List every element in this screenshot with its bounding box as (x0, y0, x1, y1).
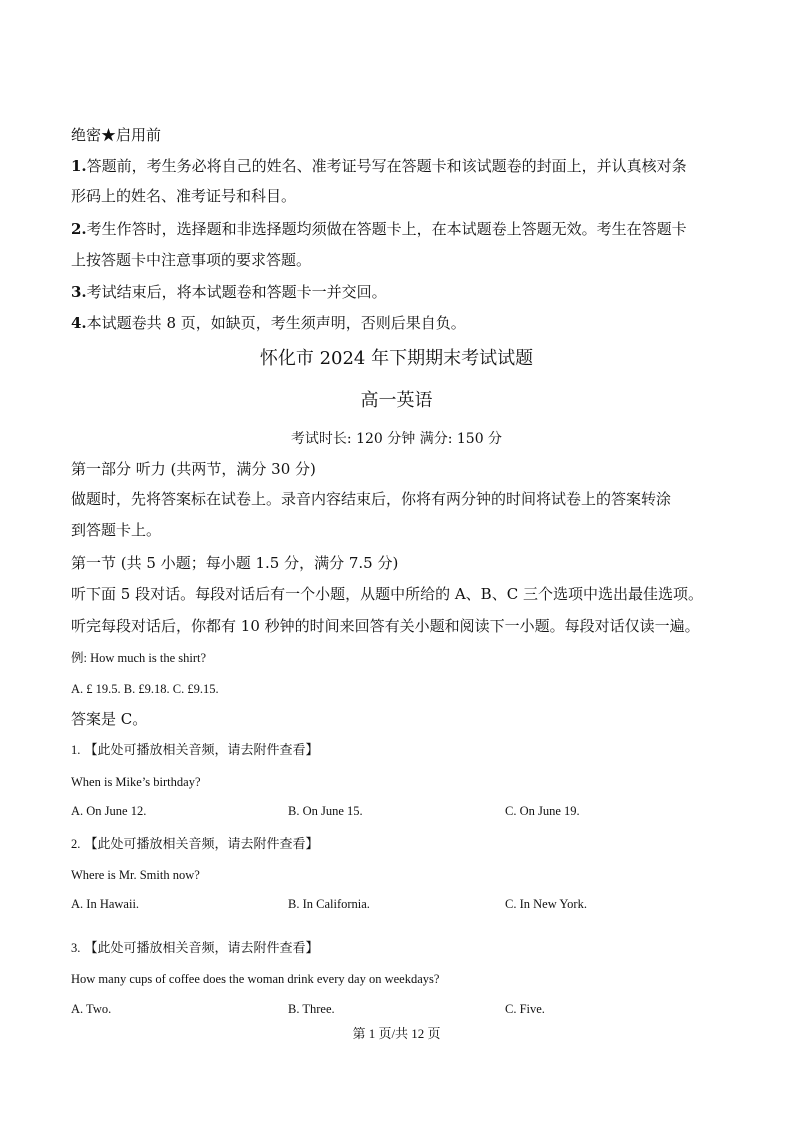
section1-heading: 第一节 (共 5 小题；每小题 1.5 分，满分 7.5 分) (71, 554, 399, 572)
question-3-text: How many cups of coffee does the woman drink every day on weekdays? (71, 972, 440, 986)
notice-item-2-cont: 上按答题卡中注意事项的要求答题。 (71, 251, 312, 269)
section1-instruction-line2: 听完每段对话后，你都有 10 秒钟的时间来回答有关小题和阅读下一小题。每段对话仅读一遍。 (71, 617, 700, 635)
question-1-text: When is Mike’s birthday? (71, 775, 201, 789)
notice-item-number: 4. (71, 314, 87, 332)
exam-title: 怀化市 2024 年下期期末考试试题 (259, 348, 534, 369)
notice-item-text: 答题前，考生务必将自己的姓名、准考证号写在答题卡和该试题卷的封面上，并认真核对条 (86, 157, 687, 175)
audio-placeholder: 【此处可播放相关音频，请去附件查看】 (84, 743, 319, 758)
notice-item-4 (71, 314, 466, 332)
question-3-audio (71, 939, 319, 958)
question-3-option-c: C. Five. (505, 1002, 545, 1016)
question-1-option-b: B. On June 15. (288, 804, 363, 818)
part1-heading: 第一部分 听力 (共两节，满分 30 分) (71, 460, 316, 478)
question-1-audio (71, 741, 319, 760)
example-question: 例: How much is the shirt? (71, 651, 207, 665)
question-number: 3. (71, 941, 81, 955)
example-answer: 答案是 C。 (71, 710, 148, 728)
notice-item-number: 2. (71, 220, 87, 238)
part1-instruction-line1: 做题时，先将答案标在试卷上。录音内容结束后，你将有两分钟的时间将试卷上的答案转涂 (71, 490, 672, 508)
question-2-option-b: B. In California. (288, 897, 370, 911)
question-1-option-c: C. On June 19. (505, 804, 580, 818)
notice-item-text: 考试结束后，将本试题卷和答题卡一并交回。 (86, 283, 387, 301)
notice-item-1-cont: 形码上的姓名、准考证号和科目。 (71, 187, 297, 205)
question-number: 1. (71, 743, 81, 757)
notice-item-3 (71, 283, 387, 301)
question-2-option-a: A. In Hawaii. (71, 897, 140, 911)
question-2-audio (71, 835, 319, 854)
secret-label: 绝密★启用前 (71, 126, 162, 144)
audio-placeholder: 【此处可播放相关音频，请去附件查看】 (84, 837, 319, 852)
question-3-option-b: B. Three. (288, 1002, 335, 1016)
question-1-option-a: A. On June 12. (71, 804, 147, 818)
notice-item-text: 考生作答时，选择题和非选择题均须做在答题卡上，在本试题卷上答题无效。考生在答题卡 (86, 220, 687, 238)
question-number: 2. (71, 837, 81, 851)
notice-item-2 (71, 220, 687, 238)
page-number: 第 1 页/共 12 页 (352, 1026, 441, 1041)
section1-instruction-line1: 听下面 5 段对话。每段对话后有一个小题，从题中所给的 A、B、C 三个选项中选出最佳选项。 (71, 585, 703, 603)
question-2-option-c: C. In New York. (505, 897, 587, 911)
notice-item-number: 1. (71, 157, 87, 175)
question-2-text: Where is Mr. Smith now? (71, 868, 200, 882)
example-options: A. £ 19.5. B. £9.18. C. £9.15. (71, 682, 219, 696)
question-3-option-a: A. Two. (71, 1002, 112, 1016)
part1-instruction-line2: 到答题卡上。 (71, 521, 162, 539)
subject-title: 高一英语 (360, 390, 433, 411)
notice-item-text: 本试题卷共 8 页，如缺页，考生须声明，否则后果自负。 (86, 314, 466, 332)
notice-item-1 (71, 157, 687, 175)
notice-item-number: 3. (71, 283, 87, 301)
audio-placeholder: 【此处可播放相关音频，请去附件查看】 (84, 941, 319, 956)
time-limit: 考试时长: 120 分钟 满分: 150 分 (290, 431, 503, 447)
